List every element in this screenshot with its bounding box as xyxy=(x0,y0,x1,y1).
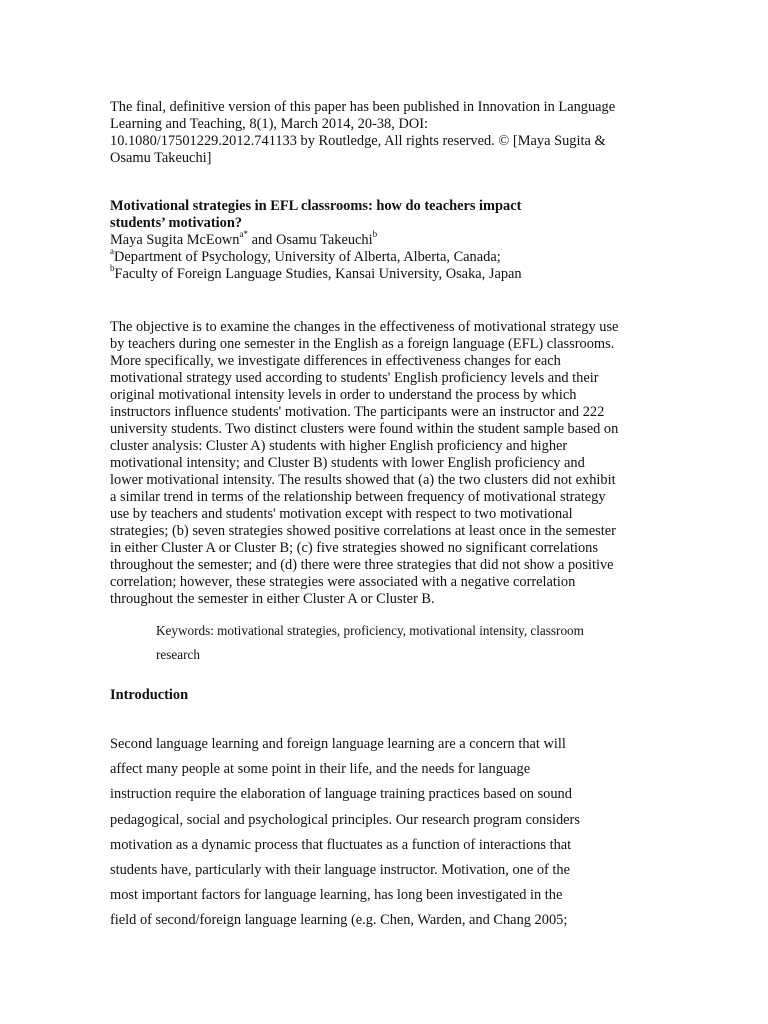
abstract-line: by teachers during one semester in the English as a foreign language (EFL) classrooms. xyxy=(110,336,615,352)
abstract-line: throughout the semester; and (d) there were three strategies that did not show a positive xyxy=(110,557,614,573)
author-name: and Osamu Takeuchi xyxy=(248,232,373,248)
keywords-line: research xyxy=(156,646,200,662)
affiliation-superscript: a xyxy=(110,246,114,257)
affiliation-superscript: b xyxy=(110,263,115,274)
body-text-line: affect many people at some point in their life, and the needs for language xyxy=(110,761,531,778)
abstract-line: lower motivational intensity. The results showed that (a) the two clusters did not exhibit xyxy=(110,472,616,488)
abstract-line: The objective is to examine the changes in the effectiveness of motivational strategy use xyxy=(110,319,619,335)
abstract-line: motivational intensity; and Cluster B) students with lower English proficiency and xyxy=(110,455,585,471)
abstract-line: instructors influence students' motivation. The participants were an instructor and 222 xyxy=(110,404,605,420)
abstract-line: motivational strategy used according to students' English proficiency levels and their xyxy=(110,370,599,386)
notice-line: 10.1080/17501229.2012.741133 by Routledge, All rights reserved. © [Maya Sugita & xyxy=(110,133,606,149)
body-text-line: motivation as a dynamic process that fluctuates as a function of interactions that xyxy=(110,836,572,853)
publication-notice xyxy=(110,99,658,167)
author-superscript: a* xyxy=(239,229,248,240)
introduction-body xyxy=(110,732,658,934)
abstract-line: strategies; (b) seven strategies showed positive correlations at least once in the semester xyxy=(110,523,616,539)
body-text-line: students have, particularly with their language instructor. Motivation, one of the xyxy=(110,862,570,879)
abstract-line: More specifically, we investigate differences in effectiveness changes for each xyxy=(110,353,561,369)
abstract-line: throughout the semester in either Cluster A or Cluster B. xyxy=(110,591,435,607)
notice-line: Osamu Takeuchi] xyxy=(110,150,212,166)
abstract-line: use by teachers and students' motivation except with respect to two motivational xyxy=(110,506,573,522)
body-text-line: Second language learning and foreign language learning are a concern that will xyxy=(110,736,566,752)
affiliation-text: Faculty of Foreign Language Studies, Kansai University, Osaka, Japan xyxy=(114,266,522,282)
abstract-line: in either Cluster A or Cluster B; (c) five strategies showed no significant correlations xyxy=(110,540,598,556)
abstract-line: original motivational intensity levels in order to understand the process by which xyxy=(110,387,577,403)
abstract xyxy=(110,319,658,608)
section-heading: Introduction xyxy=(110,687,189,703)
title-block xyxy=(110,198,658,283)
abstract-line: cluster analysis: Cluster A) students with higher English proficiency and higher xyxy=(110,438,568,454)
paper-title-line: students’ motivation? xyxy=(110,215,243,231)
affiliation-line xyxy=(110,246,658,266)
document-page xyxy=(110,99,658,934)
author-line xyxy=(110,229,658,249)
body-text-line: most important factors for language learning, has long been investigated in the xyxy=(110,887,563,904)
paper-title-line: Motivational strategies in EFL classrooms: how do teachers impact xyxy=(110,198,522,214)
body-text-line: instruction require the elaboration of language training practices based on sound xyxy=(110,786,572,803)
affiliation-text: Department of Psychology, University of Alberta, Alberta, Canada; xyxy=(114,249,501,265)
body-text-line: pedagogical, social and psychological principles. Our research program considers xyxy=(110,811,580,828)
author-superscript: b xyxy=(372,229,378,240)
affiliation-line xyxy=(110,263,658,283)
keywords-line: Keywords: motivational strategies, proficiency, motivational intensity, classroom xyxy=(156,623,584,638)
abstract-line: university students. Two distinct clusters were found within the student sample based on xyxy=(110,421,619,437)
notice-line: The final, definitive version of this paper has been published in Innovation in Language xyxy=(110,99,616,115)
author-name: Maya Sugita McEown xyxy=(110,232,240,248)
abstract-line: correlation; however, these strategies were associated with a negative correlation xyxy=(110,574,576,590)
body-text-line: field of second/foreign language learning (e.g. Chen, Warden, and Chang 2005; xyxy=(110,912,568,929)
abstract-line: a similar trend in terms of the relationship between frequency of motivational strategy xyxy=(110,489,606,505)
notice-line: Learning and Teaching, 8(1), March 2014, 20-38, DOI: xyxy=(110,116,429,132)
keywords xyxy=(156,619,658,666)
